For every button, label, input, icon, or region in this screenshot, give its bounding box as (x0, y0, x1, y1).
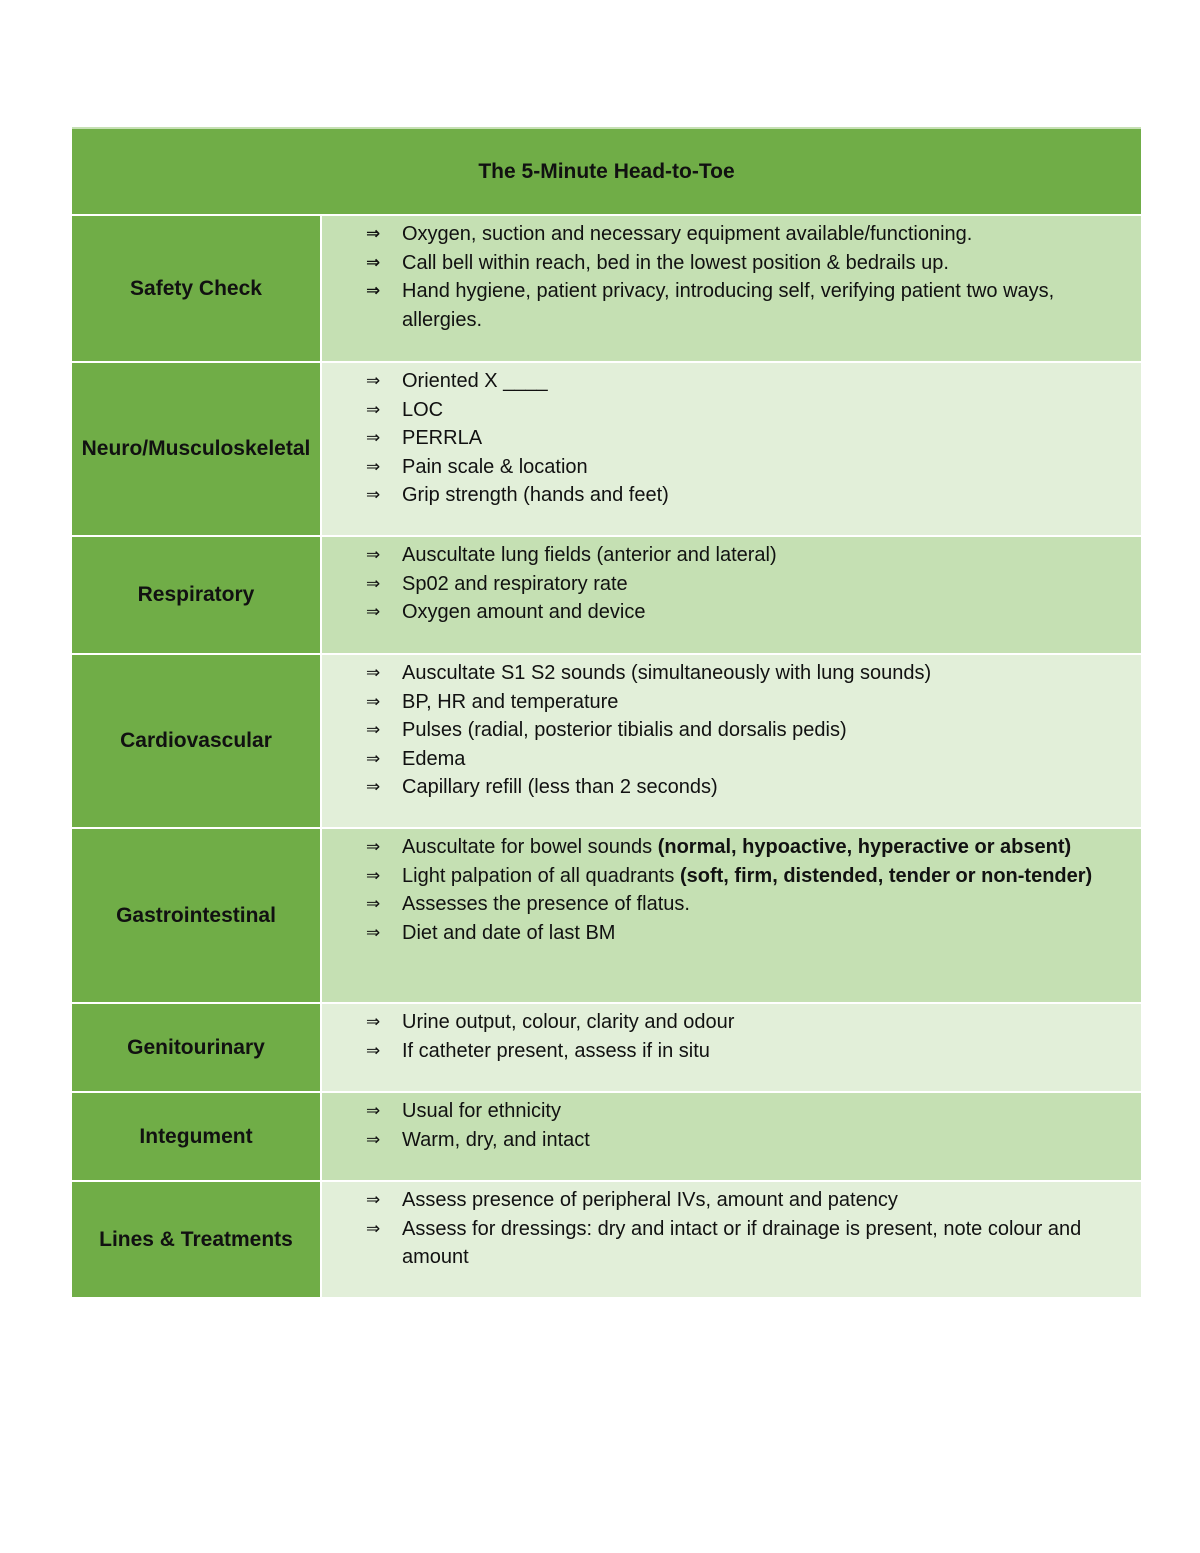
table-body (72, 216, 1141, 1297)
list-item (366, 481, 1121, 510)
item-text-emphasis: (normal, hypoactive, hyperactive or absent) (657, 836, 1072, 858)
item-text-plain: Diet and date of last BM (402, 921, 616, 944)
item-text (402, 773, 718, 802)
arrow-bullet-icon: ⇒ (366, 224, 381, 244)
arrow-bullet-icon: ⇒ (366, 602, 381, 622)
checklist (366, 659, 1121, 802)
item-text (402, 1186, 898, 1215)
item-text (402, 541, 777, 570)
item-text (402, 919, 615, 948)
item-text-plain: Call bell within reach, bed in the lowest position & bedrails up. (402, 251, 949, 274)
item-text-plain: Oriented X ____ (402, 370, 548, 392)
list-item (366, 1215, 1121, 1272)
section-label (72, 1093, 322, 1180)
arrow-bullet-icon: ⇒ (366, 777, 381, 797)
item-text-plain: Warm, dry, and intact (402, 1128, 590, 1151)
item-text-plain: Auscultate lung fields (anterior and lateral) (402, 544, 777, 566)
list-item (366, 1037, 1121, 1066)
item-text (402, 745, 465, 774)
list-item (366, 541, 1121, 570)
arrow-bullet-icon: ⇒ (366, 720, 381, 740)
list-item (366, 833, 1121, 862)
item-text (402, 890, 690, 919)
list-item (366, 773, 1121, 802)
section-label-line: Lines & Treatments (99, 1227, 293, 1251)
list-item (366, 424, 1121, 453)
table-row (72, 655, 1141, 829)
head-to-toe-table (72, 127, 1141, 1297)
arrow-bullet-icon: ⇒ (366, 922, 381, 943)
item-text-plain: Pulses (radial, posterior tibialis and dorsalis pedis) (402, 719, 847, 741)
item-text-plain: Assesses the presence of flatus. (402, 893, 690, 915)
section-label (72, 537, 322, 653)
section-label-line: Cardiovascular (120, 729, 272, 752)
item-text (402, 659, 931, 688)
list-item (366, 570, 1121, 599)
table-title: The 5-Minute Head-to-Toe (72, 129, 1141, 216)
item-text-plain: Light palpation of all quadrants (402, 864, 680, 887)
item-text-plain: Sp02 and respiratory rate (402, 572, 628, 595)
list-item (366, 1097, 1121, 1126)
item-text-plain: Pain scale & location (402, 455, 588, 478)
section-content (322, 829, 1141, 1002)
list-item (366, 919, 1121, 948)
arrow-bullet-icon: ⇒ (366, 691, 381, 712)
arrow-bullet-icon: ⇒ (366, 573, 381, 594)
arrow-bullet-icon: ⇒ (366, 1040, 381, 1061)
item-text (402, 1215, 1121, 1272)
section-content (322, 1093, 1141, 1180)
item-text (402, 220, 972, 249)
list-item (366, 659, 1121, 688)
item-text (402, 1097, 561, 1126)
section-content (322, 537, 1141, 653)
arrow-bullet-icon: ⇒ (366, 371, 381, 391)
item-text (402, 1126, 590, 1155)
item-text-plain: Edema (402, 747, 466, 770)
arrow-bullet-icon: ⇒ (366, 1129, 381, 1150)
item-text-plain: PERRLA (402, 427, 483, 449)
list-item (366, 249, 1121, 278)
item-text-plain: Capillary refill (less than 2 seconds) (402, 776, 718, 798)
item-text-plain: Urine output, colour, clarity and odour (402, 1011, 735, 1033)
section-label-line: Safety Check (130, 276, 262, 300)
arrow-bullet-icon: ⇒ (366, 281, 381, 301)
arrow-bullet-icon: ⇒ (366, 456, 381, 477)
list-item (366, 367, 1121, 396)
list-item (366, 598, 1121, 627)
list-item (366, 716, 1121, 745)
section-label-line: Respiratory (137, 583, 255, 606)
item-text-plain: Oxygen, suction and necessary equipment available/functioning. (402, 223, 973, 245)
item-text-plain: Grip strength (hands and feet) (402, 484, 669, 506)
item-text (402, 424, 482, 453)
list-item (366, 862, 1121, 891)
item-text-plain: Oxygen amount and device (402, 601, 646, 623)
section-label-line: Neuro/ (81, 437, 149, 460)
section-label (72, 655, 322, 827)
item-text-plain: LOC (402, 398, 444, 421)
arrow-bullet-icon: ⇒ (366, 663, 381, 683)
section-label (72, 1182, 322, 1297)
arrow-bullet-icon: ⇒ (366, 399, 381, 420)
item-text-plain: Assess for dressings: dry and intact or if drainage is present, note colour and amount (402, 1217, 1082, 1268)
item-text-plain: BP, HR and temperature (402, 690, 619, 713)
table-row (72, 1182, 1141, 1297)
checklist (366, 1008, 1121, 1065)
table-row (72, 363, 1141, 537)
checklist (366, 541, 1121, 627)
section-label (72, 363, 322, 535)
item-text-plain: Usual for ethnicity (402, 1100, 561, 1122)
item-text (402, 716, 847, 745)
list-item (366, 1126, 1121, 1155)
checklist (366, 1186, 1121, 1272)
item-text (402, 570, 628, 599)
list-item (366, 745, 1121, 774)
arrow-bullet-icon: ⇒ (366, 485, 381, 505)
arrow-bullet-icon: ⇒ (366, 865, 381, 886)
checklist (366, 367, 1121, 510)
list-item (366, 220, 1121, 249)
table-row (72, 537, 1141, 655)
checklist (366, 220, 1121, 334)
item-text (402, 688, 618, 717)
checklist (366, 833, 1121, 947)
item-text (402, 833, 1071, 862)
arrow-bullet-icon: ⇒ (366, 1218, 381, 1239)
item-text (402, 1008, 734, 1037)
list-item (366, 396, 1121, 425)
arrow-bullet-icon: ⇒ (366, 252, 381, 273)
section-label-line: Integument (139, 1124, 253, 1148)
list-item (366, 453, 1121, 482)
item-text-emphasis: (soft, firm, distended, tender or non-tender) (679, 864, 1093, 887)
table-row (72, 1004, 1141, 1093)
item-text (402, 367, 548, 396)
list-item (366, 890, 1121, 919)
item-text-plain: Assess presence of peripheral IVs, amount and patency (402, 1189, 898, 1211)
section-label-line: Gastrointestinal (116, 903, 276, 927)
arrow-bullet-icon: ⇒ (366, 428, 381, 448)
arrow-bullet-icon: ⇒ (366, 545, 381, 565)
item-text-plain: Auscultate for bowel sounds (402, 836, 658, 858)
arrow-bullet-icon: ⇒ (366, 1012, 381, 1032)
arrow-bullet-icon: ⇒ (366, 1190, 381, 1210)
item-text (402, 249, 949, 278)
list-item (366, 688, 1121, 717)
item-text-plain: Hand hygiene, patient privacy, introducing self, verifying patient two ways, allergies. (402, 280, 1055, 331)
item-text-plain: If catheter present, assess if in situ (402, 1039, 710, 1062)
item-text-plain: Auscultate S1 S2 sounds (simultaneously with lung sounds) (402, 662, 932, 684)
list-item (366, 1186, 1121, 1215)
section-content (322, 363, 1141, 535)
arrow-bullet-icon: ⇒ (366, 748, 381, 769)
section-label (72, 829, 322, 1002)
table-row (72, 1093, 1141, 1182)
section-content (322, 655, 1141, 827)
section-label-line: Musculoskeletal (148, 437, 311, 460)
item-text (402, 277, 1121, 334)
arrow-bullet-icon: ⇒ (366, 1101, 381, 1121)
arrow-bullet-icon: ⇒ (366, 894, 381, 914)
section-content (322, 216, 1141, 361)
item-text (402, 598, 646, 627)
item-text (402, 453, 588, 482)
item-text (402, 1037, 710, 1066)
section-content (322, 1182, 1141, 1297)
section-label (72, 216, 322, 361)
list-item (366, 277, 1121, 334)
section-label (72, 1004, 322, 1091)
arrow-bullet-icon: ⇒ (366, 837, 381, 857)
list-item (366, 1008, 1121, 1037)
section-label-line: Genitourinary (127, 1035, 265, 1059)
table-row (72, 829, 1141, 1004)
item-text (402, 862, 1092, 891)
item-text (402, 481, 669, 510)
table-row (72, 216, 1141, 363)
checklist (366, 1097, 1121, 1154)
item-text (402, 396, 443, 425)
section-content (322, 1004, 1141, 1091)
